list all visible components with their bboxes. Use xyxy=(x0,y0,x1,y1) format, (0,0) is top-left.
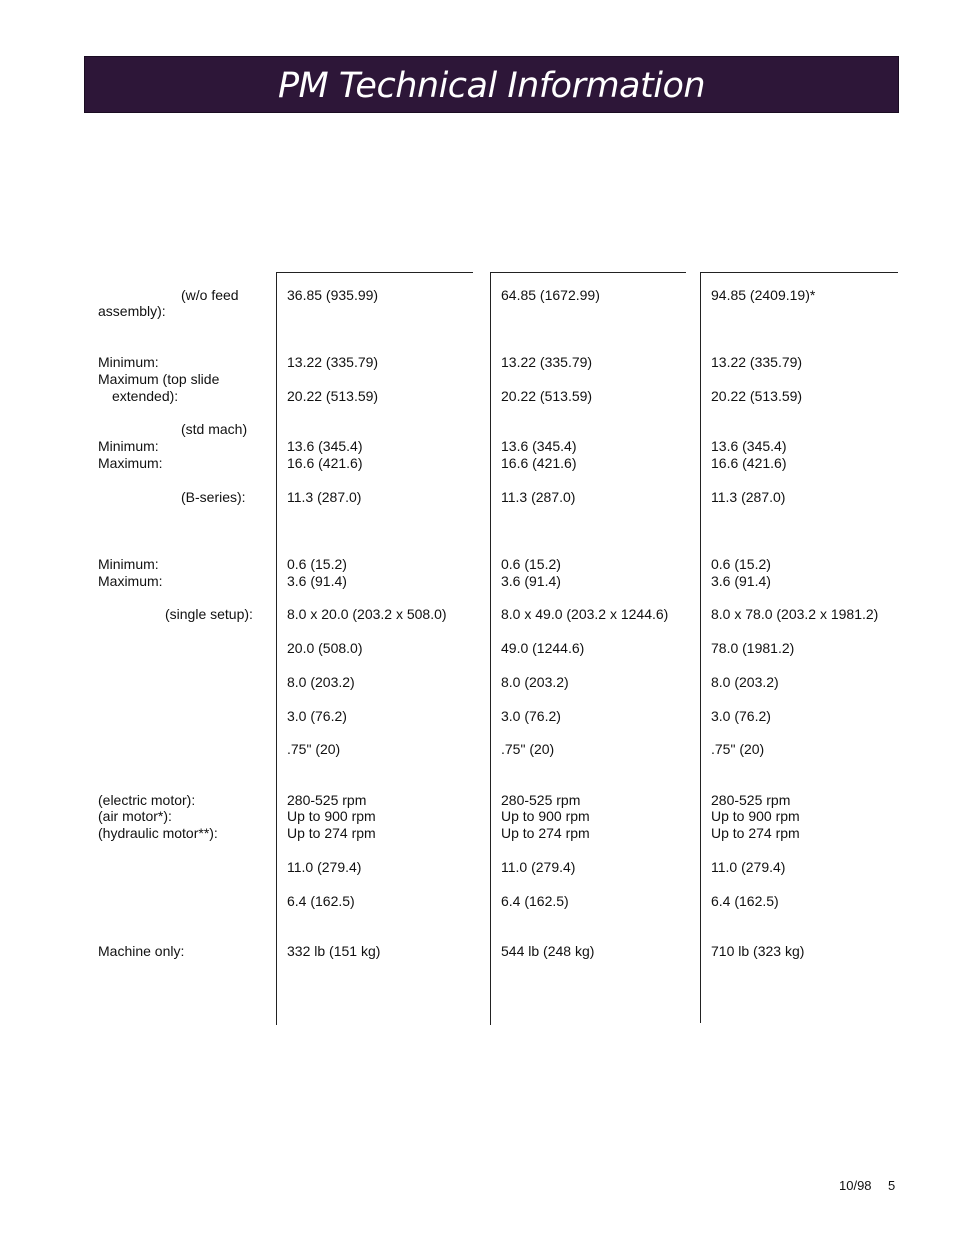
label-length-note-2: assembly): xyxy=(98,303,166,319)
col3-min-1: 13.22 (335.79) xyxy=(711,354,803,370)
col1-row-2: 8.0 (203.2) xyxy=(287,674,355,690)
col1-hydraulic: Up to 274 rpm xyxy=(287,825,376,841)
col1-row-3: 3.0 (76.2) xyxy=(287,708,347,724)
col1-max-1: 20.22 (513.59) xyxy=(287,388,379,404)
label-min-2: Minimum: xyxy=(98,438,159,454)
col3-max-1: 20.22 (513.59) xyxy=(711,388,803,404)
col3-weight: 710 lb (323 kg) xyxy=(711,943,805,959)
label-electric-motor: (electric motor): xyxy=(98,792,196,808)
col1-row-1: 20.0 (508.0) xyxy=(287,640,363,656)
col2-weight: 544 lb (248 kg) xyxy=(501,943,595,959)
col2-air: Up to 900 rpm xyxy=(501,808,590,824)
label-hydraulic-motor: (hydraulic motor**): xyxy=(98,825,218,841)
page-header-banner xyxy=(84,56,899,113)
col2-row-2: 8.0 (203.2) xyxy=(501,674,569,690)
col2-row-4: .75" (20) xyxy=(501,741,555,757)
col3-row-3: 3.0 (76.2) xyxy=(711,708,771,724)
col3-row-2: 8.0 (203.2) xyxy=(711,674,779,690)
col2-min-3: 0.6 (15.2) xyxy=(501,556,561,572)
page-number: 5 xyxy=(888,1178,896,1193)
col1-electric: 280-525 rpm xyxy=(287,792,367,808)
label-air-motor: (air motor*): xyxy=(98,808,172,824)
col3-air: Up to 900 rpm xyxy=(711,808,800,824)
col3-max-3: 3.6 (91.4) xyxy=(711,573,771,589)
col1-air: Up to 900 rpm xyxy=(287,808,376,824)
label-min-3: Minimum: xyxy=(98,556,159,572)
label-machine-only: Machine only: xyxy=(98,943,185,959)
col2-min-2: 13.6 (345.4) xyxy=(501,438,577,454)
label-std-mach: (std mach) xyxy=(181,421,248,437)
label-max-3: Maximum: xyxy=(98,573,163,589)
label-max-2: Maximum: xyxy=(98,455,163,471)
col3-row-4: .75" (20) xyxy=(711,741,765,757)
col3-length: 94.85 (2409.19)* xyxy=(711,287,816,303)
col2-max-3: 3.6 (91.4) xyxy=(501,573,561,589)
label-max-1b: extended): xyxy=(112,388,179,404)
col3-bseries: 11.3 (287.0) xyxy=(711,489,786,505)
col2-single-setup: 8.0 x 49.0 (203.2 x 1244.6) xyxy=(501,606,669,622)
label-bseries: (B-series): xyxy=(181,489,246,505)
col3-row-5: 11.0 (279.4) xyxy=(711,859,786,875)
col2-min-1: 13.22 (335.79) xyxy=(501,354,593,370)
col1-single-setup: 8.0 x 20.0 (203.2 x 508.0) xyxy=(287,606,447,622)
col2-row-1: 49.0 (1244.6) xyxy=(501,640,585,656)
col3-single-setup: 8.0 x 78.0 (203.2 x 1981.2) xyxy=(711,606,879,622)
col2-electric: 280-525 rpm xyxy=(501,792,581,808)
col1-max-2: 16.6 (421.6) xyxy=(287,455,363,471)
label-max-1: Maximum (top slide xyxy=(98,371,220,387)
col1-max-3: 3.6 (91.4) xyxy=(287,573,347,589)
col3-row-1: 78.0 (1981.2) xyxy=(711,640,795,656)
col1-min-1: 13.22 (335.79) xyxy=(287,354,379,370)
col2-max-1: 20.22 (513.59) xyxy=(501,388,593,404)
col1-min-3: 0.6 (15.2) xyxy=(287,556,347,572)
col3-min-3: 0.6 (15.2) xyxy=(711,556,771,572)
footer-date: 10/98 xyxy=(839,1178,872,1193)
col3-electric: 280-525 rpm xyxy=(711,792,791,808)
label-single-setup: (single setup): xyxy=(165,606,253,622)
page-title: PM Technical Information xyxy=(277,65,706,106)
col2-max-2: 16.6 (421.6) xyxy=(501,455,577,471)
col2-row-5: 11.0 (279.4) xyxy=(501,859,576,875)
col3-min-2: 13.6 (345.4) xyxy=(711,438,787,454)
col2-row-3: 3.0 (76.2) xyxy=(501,708,561,724)
col3-max-2: 16.6 (421.6) xyxy=(711,455,787,471)
col1-bseries: 11.3 (287.0) xyxy=(287,489,362,505)
col3-hydraulic: Up to 274 rpm xyxy=(711,825,800,841)
col1-weight: 332 lb (151 kg) xyxy=(287,943,381,959)
col1-row-4: .75" (20) xyxy=(287,741,341,757)
col1-length: 36.85 (935.99) xyxy=(287,287,379,303)
col1-row-6: 6.4 (162.5) xyxy=(287,893,355,909)
col2-row-6: 6.4 (162.5) xyxy=(501,893,569,909)
col1-min-2: 13.6 (345.4) xyxy=(287,438,363,454)
col2-length: 64.85 (1672.99) xyxy=(501,287,600,303)
col2-hydraulic: Up to 274 rpm xyxy=(501,825,590,841)
col3-row-6: 6.4 (162.5) xyxy=(711,893,779,909)
label-length-note: (w/o feed xyxy=(181,287,239,303)
label-min-1: Minimum: xyxy=(98,354,159,370)
col1-row-5: 11.0 (279.4) xyxy=(287,859,362,875)
col2-bseries: 11.3 (287.0) xyxy=(501,489,576,505)
